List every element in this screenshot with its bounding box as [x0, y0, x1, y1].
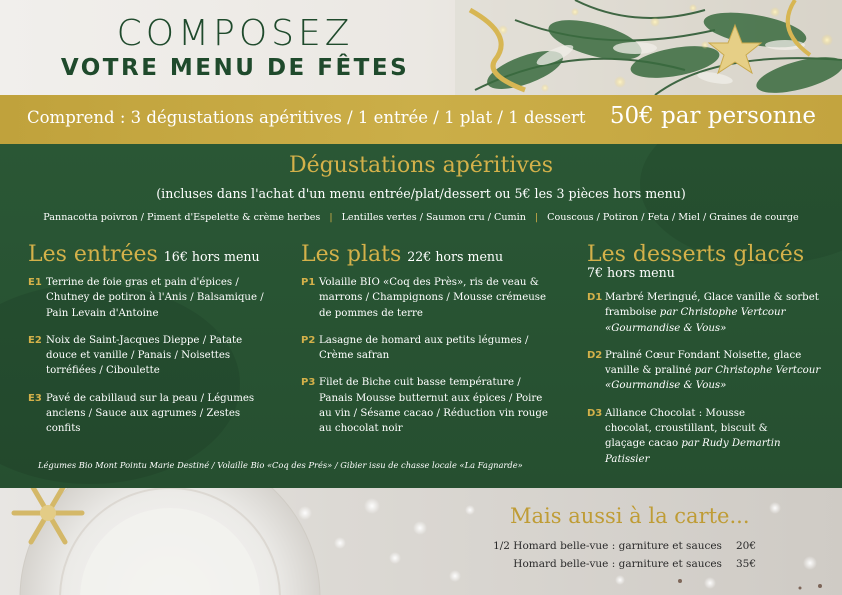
- item-text: Alliance Chocolat : Mousse chocolat, croustillant, biscuit & glaçage cacao: [605, 407, 768, 450]
- title-line-1: COMPOSEZ: [116, 13, 354, 54]
- item-text: Filet de Biche cuit basse température / Panais Mousse butternut aux épices / Poire au vin / Sésame cacao / Réduction vin rouge au chocolat noir: [319, 377, 548, 435]
- plats-title: Les plats: [301, 242, 402, 267]
- entrees-title: Les entrées: [28, 242, 158, 267]
- item-author: par Christophe Vertcour «Gourmandise & Vous»: [605, 365, 821, 392]
- menu-item-d3: [587, 406, 795, 467]
- carte-item-price: 20€: [735, 540, 756, 552]
- degustation-item: Pannacotta poivron / Piment d'Espelette & crème herbes: [43, 212, 321, 223]
- item-text: Noix de Saint-Jacques Dieppe / Patate douce et vanille / Panais / Noisettes torréfiées / Ciboulette: [46, 334, 243, 377]
- carte-row: [513, 558, 756, 570]
- menu-item-e3: [28, 391, 273, 437]
- entrees-heading: [28, 242, 273, 267]
- separator: |: [329, 212, 333, 223]
- item-text: Lasagne de homard aux petits légumes / Crème safran: [319, 334, 529, 362]
- formula-includes: Comprend : 3 dégustations apéritives / 1 entrée / 1 plat / 1 dessert: [27, 108, 586, 127]
- header: [0, 0, 842, 95]
- desserts-title: Les desserts glacés: [587, 242, 805, 267]
- item-text: Pavé de cabillaud sur la peau / Légumes anciens / Sauce aux agrumes / Zestes confits: [46, 392, 255, 435]
- a-la-carte-title: Mais aussi à la carte...: [510, 504, 750, 528]
- sourcing-footnote: Légumes Bio Mont Pointu Marie Destiné / Volaille Bio «Coq des Prés» / Gibier issu de chasse locale «La Fagnarde»: [38, 460, 523, 470]
- title-line-2: VOTRE MENU DE FÊTES: [60, 55, 410, 81]
- item-text: Volaille BIO «Coq des Près», ris de veau & marrons / Champignons / Mousse crémeuse de pommes de terre: [319, 277, 547, 319]
- menu-item-d1: [587, 290, 827, 336]
- degustations-list: [0, 212, 842, 223]
- menu-item-p1: [301, 275, 549, 321]
- menu-item-e2: [28, 333, 276, 379]
- menu-item-d2: [587, 348, 832, 394]
- item-code: P1: [301, 277, 316, 288]
- entrees-price: 16€ hors menu: [163, 249, 260, 264]
- carte-item-name: Homard belle-vue : garniture et sauces: [513, 558, 722, 570]
- item-author: par Rudy Demartin Patissier: [605, 438, 781, 465]
- menu-item-e1: [28, 275, 266, 321]
- item-code: D1: [587, 292, 603, 303]
- carte-row: [493, 540, 756, 552]
- fir-branch-decoration: [455, 0, 842, 95]
- degustations-subtitle: (incluses dans l'achat d'un menu entrée/plat/dessert ou 5€ les 3 pièces hors menu): [156, 186, 686, 201]
- item-code: P3: [301, 377, 316, 389]
- menu-item-p2: [301, 333, 541, 364]
- desserts-price: 7€ hors menu: [587, 265, 675, 280]
- item-code: D2: [587, 349, 603, 361]
- formula-band: [0, 95, 842, 144]
- a-la-carte-section: [0, 488, 842, 595]
- item-text: Praliné Cœur Fondant Noisette, glace vanille & praliné: [605, 349, 802, 377]
- item-code: D3: [587, 407, 603, 419]
- item-text: Terrine de foie gras et pain d'épices / Chutney de potiron à l'Anis / Balsamique / Pain Levain d'Antoine: [46, 277, 264, 319]
- entrees-column: [28, 242, 273, 437]
- plats-price: 22€ hors menu: [407, 249, 504, 264]
- item-text: Marbré Meringué, Glace vanille & sorbet framboise: [605, 292, 819, 319]
- plats-heading: [301, 242, 556, 267]
- degustation-item: Couscous / Potiron / Feta / Miel / Graines de courge: [547, 212, 799, 223]
- item-author: par Christophe Vertcour «Gourmandise & Vous»: [605, 307, 786, 334]
- formula-price: 50€ par personne: [609, 103, 816, 129]
- desserts-column: [587, 242, 832, 467]
- menu-section: [0, 144, 842, 488]
- plats-column: [301, 242, 556, 437]
- item-code: E2: [28, 334, 42, 346]
- item-code: E3: [28, 392, 42, 404]
- item-code: E1: [28, 277, 42, 288]
- degustations-title: Dégustations apéritives: [288, 153, 554, 178]
- degustation-item: Lentilles vertes / Saumon cru / Cumin: [341, 212, 526, 223]
- item-code: P2: [301, 334, 316, 346]
- separator: |: [534, 212, 539, 223]
- carte-item-price: 35€: [735, 558, 756, 570]
- menu-item-p3: [301, 375, 553, 436]
- desserts-heading: [587, 242, 832, 280]
- carte-item-name: 1/2 Homard belle-vue : garniture et sauces: [493, 540, 722, 552]
